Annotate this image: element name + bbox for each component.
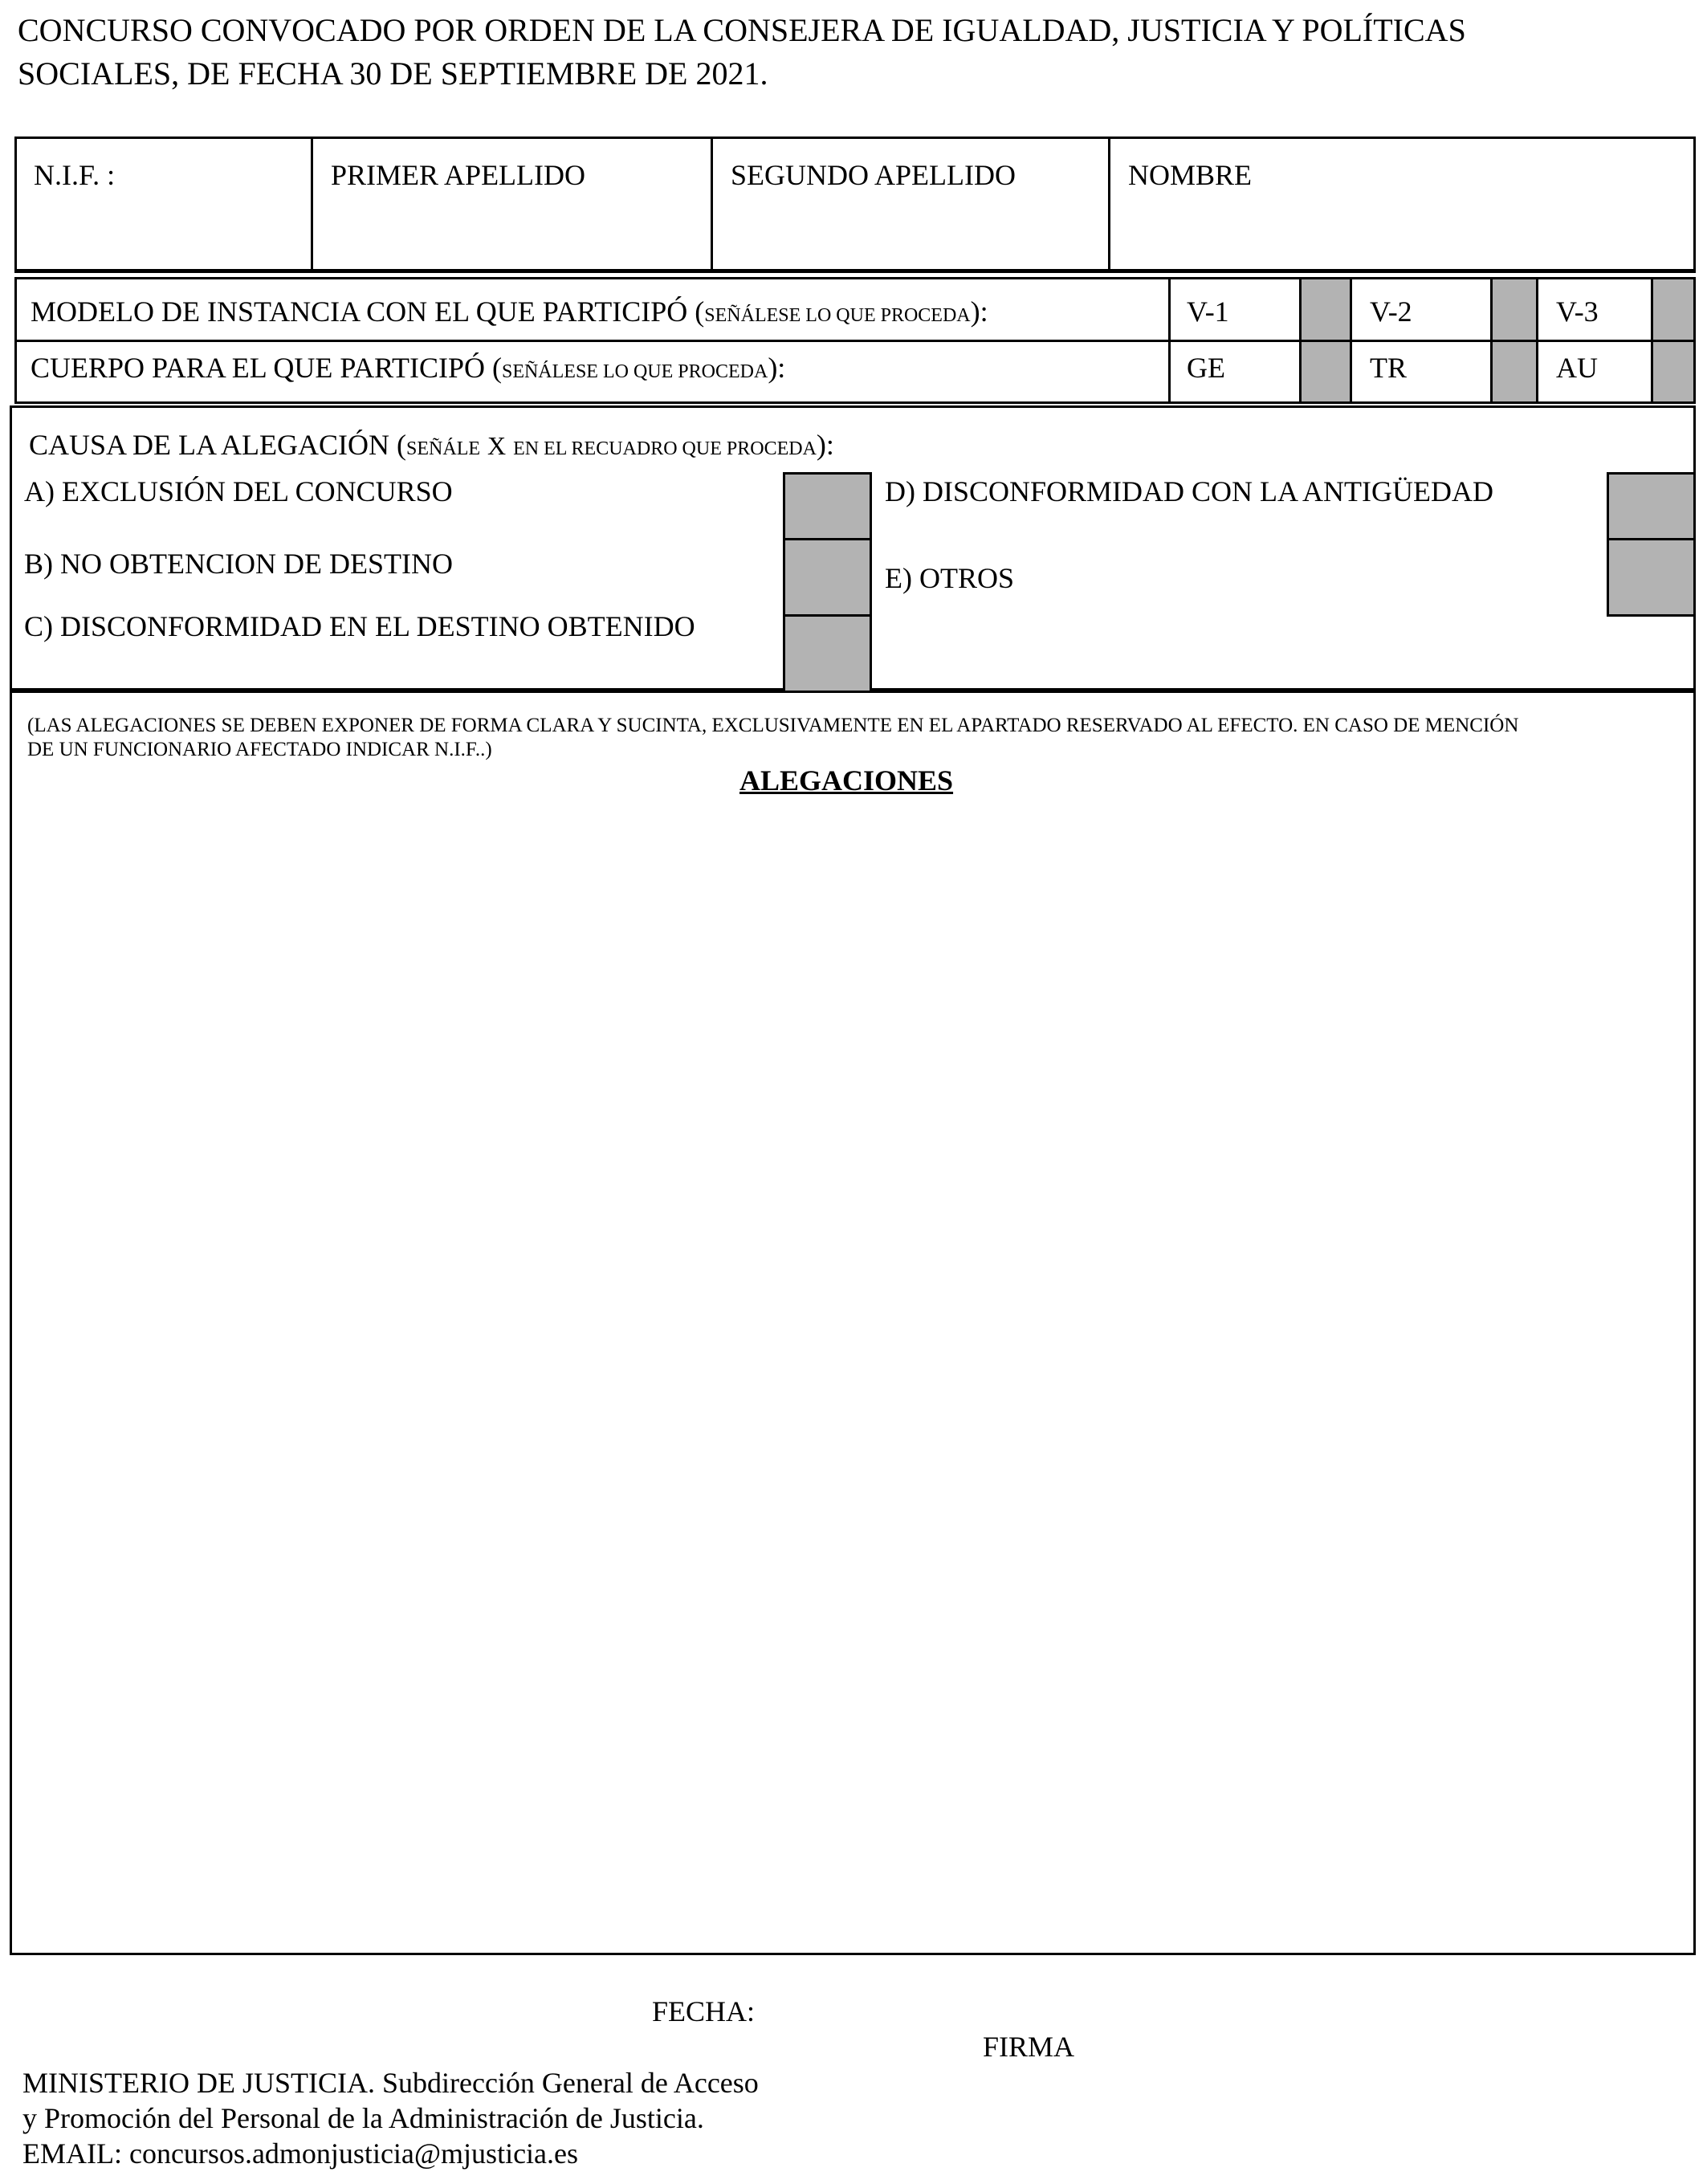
causa-option-b-label: B) NO OBTENCION DE DESTINO [24,548,453,580]
causa-option-d-label: D) DISCONFORMIDAD CON LA ANTIGÜEDAD [885,475,1494,507]
contact-email: EMAIL: concursos.admonjusticia@mjusticia.es [22,2137,579,2170]
ministerio-line-2: y Promoción del Personal de la Administración de Justicia. [22,2102,704,2134]
modelo-option-v3-label: V-3 [1556,295,1599,328]
form-title-line-2: SOCIALES, DE FECHA 30 DE SEPTIEMBRE DE 2021. [18,55,768,92]
cuerpo-au-checkbox[interactable] [1651,340,1696,404]
modelo-option-v1-label: V-1 [1187,295,1229,328]
divider [1168,277,1171,404]
cuerpo-ge-checkbox[interactable] [1299,340,1352,404]
causa-c-checkbox[interactable] [785,617,870,689]
causa-d-checkbox[interactable] [1607,472,1696,540]
modelo-label: MODELO DE INSTANCIA CON EL QUE PARTICIPÓ (SEÑÁLESE LO QUE PROCEDA): [31,295,988,328]
causa-option-a-label: A) EXCLUSIÓN DEL CONCURSO [24,475,453,507]
cuerpo-label: CUERPO PARA EL QUE PARTICIPÓ (SEÑÁLESE LO QUE PROCEDA): [31,352,786,384]
causa-b-checkbox[interactable] [785,540,870,614]
causa-a-checkbox[interactable] [785,475,870,538]
modelo-label-text: MODELO DE INSTANCIA CON EL QUE PARTICIPÓ [31,295,688,328]
ministerio-line-1: MINISTERIO DE JUSTICIA. Subdirección General de Acceso [22,2067,759,2099]
causa-e-checkbox[interactable] [1607,538,1696,617]
cuerpo-option-ge-label: GE [1187,352,1225,384]
causa-option-e-label: E) OTROS [885,562,1014,594]
alegaciones-instructions-line-2: DE UN FUNCIONARIO AFECTADO INDICAR N.I.F..) [27,739,492,760]
modelo-option-v2-label: V-2 [1370,295,1412,328]
cuerpo-note: SEÑÁLESE LO QUE PROCEDA [501,361,768,382]
alegaciones-title: ALEGACIONES [739,764,954,797]
firma-label: FIRMA [983,2031,1075,2063]
fecha-label: FECHA: [652,1995,756,2027]
nombre-label: NOMBRE [1128,159,1253,191]
divider [14,340,1696,342]
cuerpo-label-text: CUERPO PARA EL QUE PARTICIPÓ [31,352,485,384]
primer-apellido-label: PRIMER APELLIDO [331,159,586,191]
causa-label: CAUSA DE LA ALEGACIÓN (SEÑÁLE X EN EL RECUADRO QUE PROCEDA): [29,429,834,461]
cuerpo-option-au-label: AU [1556,352,1598,384]
divider [870,472,872,691]
causa-note-x: X [487,431,507,460]
modelo-v2-checkbox[interactable] [1490,277,1538,342]
nif-label: N.I.F. : [34,159,116,191]
causa-option-c-label: C) DISCONFORMIDAD EN EL DESTINO OBTENIDO [24,610,695,642]
causa-note-b: EN EL RECUADRO QUE PROCEDA [513,438,817,459]
causa-note-a: SEÑÁLE [406,438,481,459]
modelo-v1-checkbox[interactable] [1299,277,1352,342]
modelo-note: SEÑÁLESE LO QUE PROCEDA [704,305,971,326]
cuerpo-option-tr-label: TR [1370,352,1408,384]
segundo-apellido-label: SEGUNDO APELLIDO [731,159,1016,191]
alegaciones-instructions-line-1: (LAS ALEGACIONES SE DEBEN EXPONER DE FORMA CLARA Y SUCINTA, EXCLUSIVAMENTE EN EL APARTADO RESERVADO AL EFECTO. EN CASO DE MENCIÓN [27,715,1519,736]
alegaciones-text-area[interactable] [12,803,1693,1953]
causa-label-text: CAUSA DE LA ALEGACIÓN [29,429,390,461]
modelo-v3-checkbox[interactable] [1651,277,1696,342]
cuerpo-tr-checkbox[interactable] [1490,340,1538,404]
form-title-line-1: CONCURSO CONVOCADO POR ORDEN DE LA CONSEJERA DE IGUALDAD, JUSTICIA Y POLÍTICAS [18,12,1466,48]
